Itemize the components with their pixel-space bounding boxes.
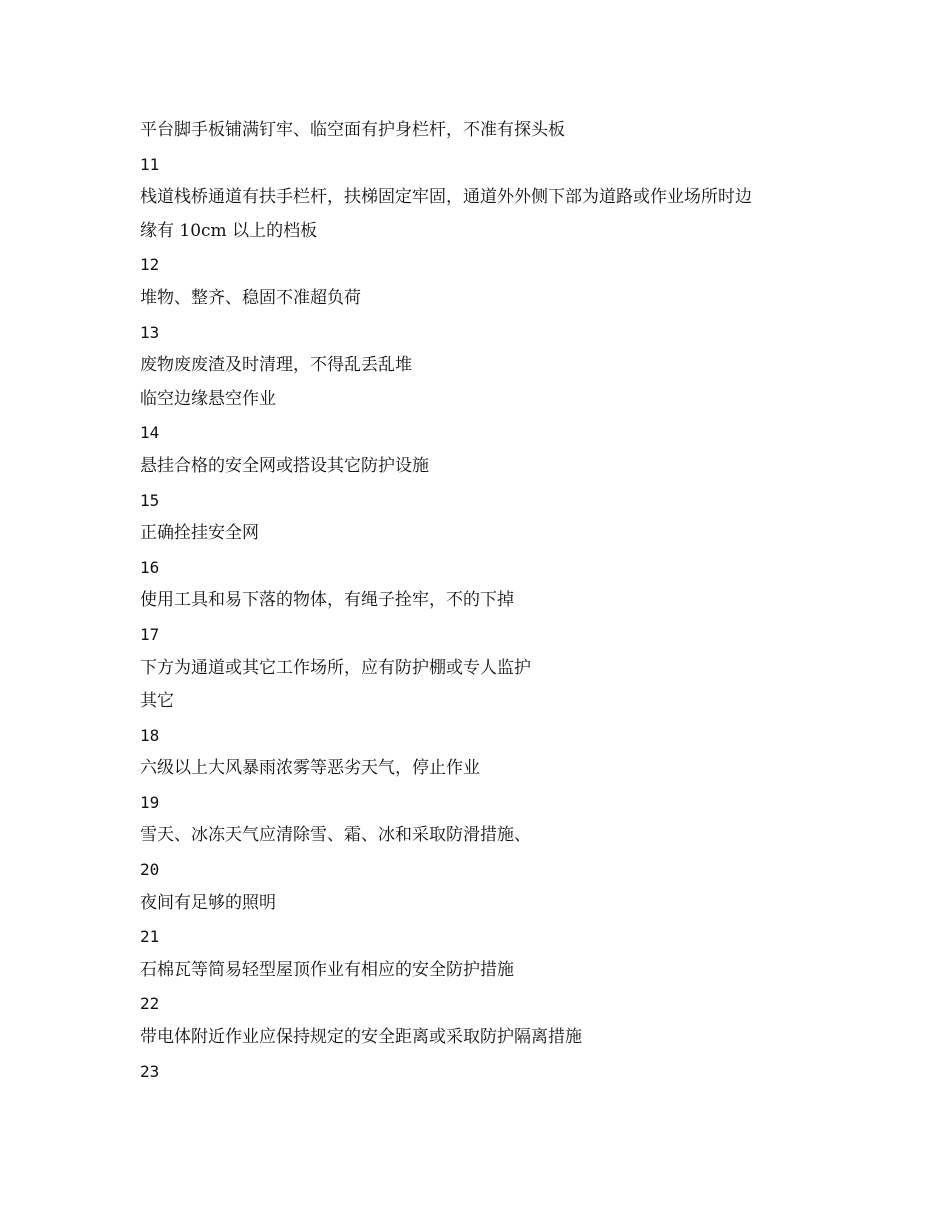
item-text: 石棉瓦等简易轻型屋顶作业有相应的安全防护措施 [140,959,514,980]
item-number: 15 [140,490,160,510]
item-number: 21 [140,927,160,947]
item-number: 12 [140,255,160,275]
item-text: 废物废废渣及时清理，不得乱丢乱堆 [140,355,412,376]
item-text: 临空边缘悬空作业 [140,388,276,409]
item-text: 平台脚手板铺满钉牢、临空面有护身栏杆，不准有探头板 [140,120,565,140]
item-number: 18 [140,725,160,745]
item-text: 下方为通道或其它工作场所，应有防护棚或专人监护 [140,657,531,678]
item-text: 使用工具和易下落的物体，有绳子拴牢，不的下掉 [140,590,514,611]
item-number: 20 [140,860,160,880]
item-text: 正确拴挂安全网 [140,523,259,544]
item-text: 堆物、整齐、稳固不准超负荷 [140,287,361,308]
item-number: 19 [140,792,160,812]
item-text: 悬挂合格的安全网或搭设其它防护设施 [140,455,429,476]
item-number: 23 [140,1061,160,1081]
item-number: 22 [140,994,160,1014]
item-text: 栈道栈桥通道有扶手栏杆，扶梯固定牢固，通道外外侧下部为道路或作业场所时边 [140,187,752,208]
item-text: 缘有 10cm 以上的档板 [140,220,318,241]
document-body [140,114,830,1088]
item-number: 11 [140,154,160,174]
item-number: 14 [140,423,160,443]
item-text: 雪天、冰冻天气应清除雪、霜、冰和采取防滑措施、 [140,825,531,846]
item-number: 16 [140,557,160,577]
item-text: 夜间有足够的照明 [140,892,276,913]
item-text: 带电体附近作业应保持规定的安全距离或采取防护隔离措施 [140,1027,582,1048]
item-text: 其它 [140,691,174,712]
item-number: 13 [140,322,160,342]
item-text: 六级以上大风暴雨浓雾等恶劣天气，停止作业 [140,758,480,779]
item-number: 17 [140,624,160,644]
